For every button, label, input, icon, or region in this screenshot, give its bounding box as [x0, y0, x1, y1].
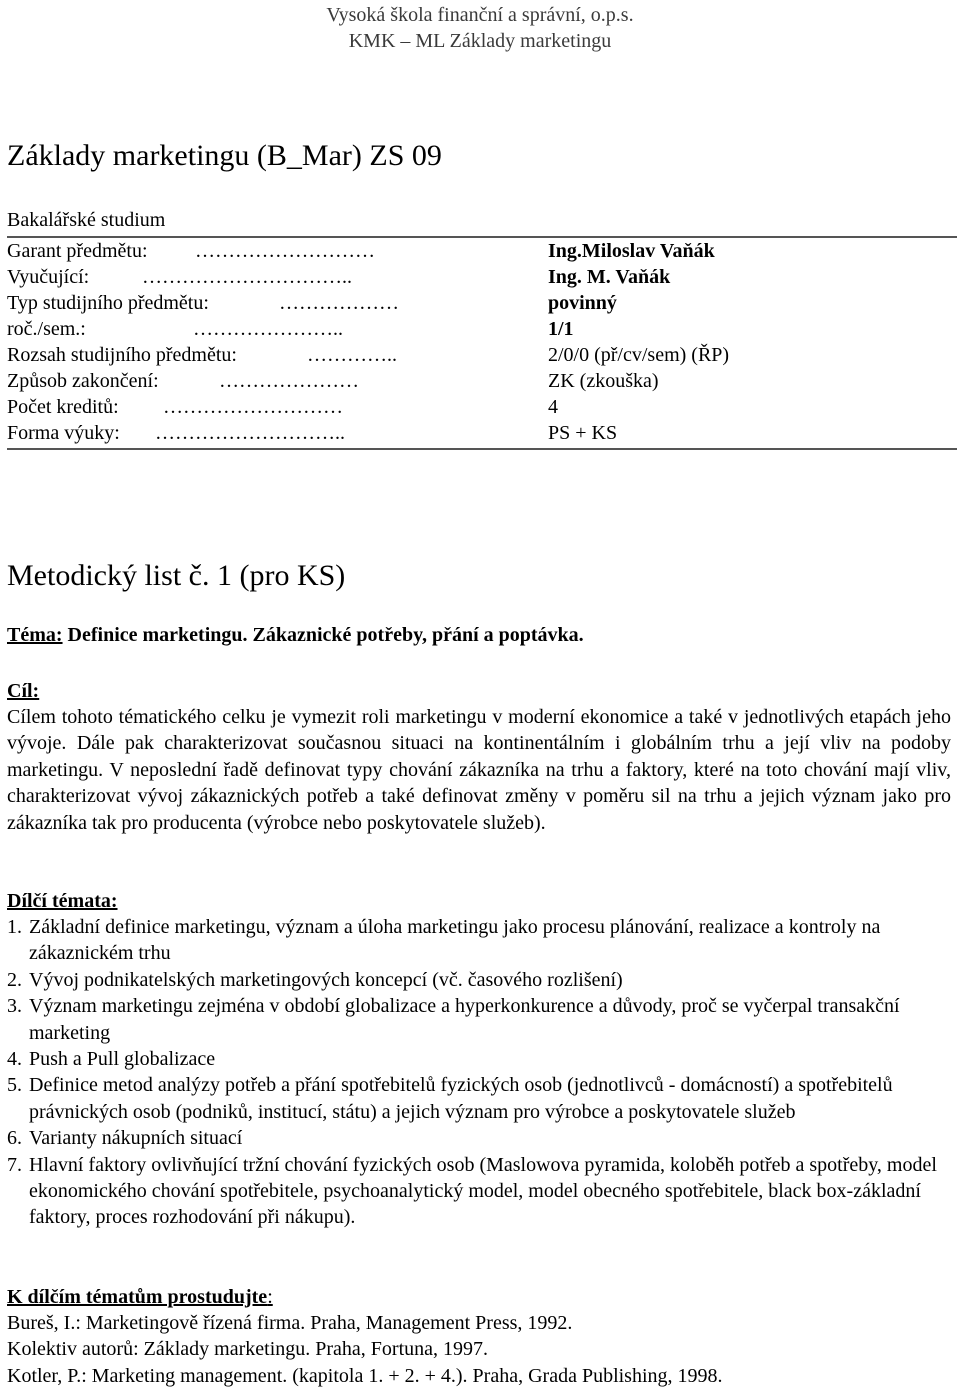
study-heading-colon: : [267, 1286, 273, 1308]
reference-item: Kolektiv autorů: Základy marketingu. Praha, Fortuna, 1997. [7, 1338, 489, 1361]
divider-line [7, 448, 957, 450]
info-row-completion [7, 368, 957, 394]
subtopics-list [7, 914, 951, 1231]
list-item: 7. Hlavní faktory ovlivňující tržní chování fyzických osob (Maslowova pyramida, koloběh potřeb a spotřeby, model ekonomického chování spotřebitele, psychoanalytický model, model obecného spotřebitele, black box-základní faktory, proces rozhodování při nákupu). [7, 1153, 937, 1229]
list-item: 6. Varianty nákupních situací [7, 1127, 243, 1150]
info-row-year-semester [7, 316, 957, 342]
list-item: 5. Definice metod analýzy potřeb a přání spotřebitelů fyzických osob (jednotlivců - domácností) a spotřebitelů právnických osob (podniků, institucí, státu) a jejich význam pro výrobce a poskytovatele služeb [7, 1074, 893, 1123]
study-heading-text: K dílčím tématům prostudujte [7, 1286, 268, 1308]
school-name: Vysoká škola finanční a správní, o.p.s. [326, 4, 634, 26]
info-value: 4 [548, 396, 558, 418]
info-value: Ing. M. Vaňák [548, 266, 671, 288]
info-dots: ………………………….. [142, 266, 352, 288]
info-value: 2/0/0 (př/cv/sem) (ŘP) [548, 344, 730, 366]
goal-paragraph: Cílem tohoto tématického celku je vymezit roli marketingu v moderní ekonomice a také v jednotlivých etapách jeho vývoje. Dále pak charakterizovat současnou situaci na kontinentálním i globálním trhu a její vliv na podoby marketingu. V neposlední řadě definovat typy chování zákazníka na trhu a faktory, které na toto chování mají vliv, charakterizovat vývoj zákaznických potřeb a také definovat změny v poměru sil na trhu a jejich význam jako pro zákazníka tak pro producenta (výrobce nebo poskytovatele služeb). [7, 706, 951, 834]
info-row-teacher [7, 264, 957, 290]
info-label: Typ studijního předmětu: [7, 292, 209, 314]
info-dots: ……………………… [163, 396, 343, 418]
reference-item: Bureš, I.: Marketingově řízená firma. Praha, Management Press, 1992. [7, 1312, 573, 1334]
list-item: 4. Push a Pull globalizace [7, 1048, 216, 1071]
info-label: Forma výuky: [7, 422, 120, 444]
list-item: 2. Vývoj podnikatelských marketingových koncepcí (vč. časového rozlišení) [7, 968, 623, 991]
info-row-credits [7, 394, 957, 420]
list-item: 1. Základní definice marketingu, význam a úloha marketingu jako procesu plánování, realizace a kontroly na zákaznickém trhu [7, 916, 881, 965]
topic-line [7, 622, 584, 648]
study-type: Bakalářské studium [7, 209, 166, 231]
info-dots: ………….. [307, 344, 397, 366]
topic-label: Téma: [7, 624, 63, 646]
info-label: Vyučující: [7, 266, 90, 288]
reference-item: Kotler, P.: Marketing management. (kapitola 1. + 2. + 4.). Praha, Grada Publishing, 1998. [7, 1364, 723, 1387]
info-row-form [7, 420, 957, 446]
info-dots: ……………… [279, 292, 399, 314]
info-label: Počet kreditů: [7, 396, 119, 418]
info-label: Garant předmětu: [7, 240, 148, 262]
info-dots: ………………… [219, 370, 359, 392]
info-label: Způsob zakončení: [7, 370, 159, 392]
course-title: Základy marketingu (B_Mar) ZS 09 [7, 139, 442, 172]
course-info-block [7, 207, 957, 450]
info-dots: ……………………….. [155, 422, 345, 444]
sheet-title: Metodický list č. 1 (pro KS) [7, 559, 346, 592]
info-label: Rozsah studijního předmětu: [7, 344, 237, 366]
study-heading [7, 1284, 273, 1310]
references-list [7, 1310, 951, 1389]
info-value: 1/1 [548, 318, 574, 340]
info-value: Ing.Miloslav Vaňák [548, 240, 715, 262]
info-row-guarantor [7, 238, 957, 264]
info-value: ZK (zkouška) [548, 370, 659, 392]
info-dots: ……………………… [195, 240, 375, 262]
info-row-type [7, 290, 957, 316]
info-row-scope [7, 342, 957, 368]
topic-text: Definice marketingu. Zákaznické potřeby, přání a poptávka. [62, 624, 584, 646]
subtopics-heading: Dílčí témata: [7, 890, 118, 912]
course-code-line: KMK – ML Základy marketingu [348, 30, 612, 52]
info-label: roč./sem.: [7, 318, 86, 340]
goal-heading: Cíl: [7, 680, 40, 702]
info-dots: ………………….. [193, 318, 343, 340]
list-item: 3. Význam marketingu zejména v období globalizace a hyperkonkurence a důvody, proč se vyčerpal transakční marketing [7, 995, 900, 1044]
info-value: PS + KS [548, 422, 618, 444]
info-value: povinný [548, 292, 617, 314]
document-header [0, 2, 960, 54]
